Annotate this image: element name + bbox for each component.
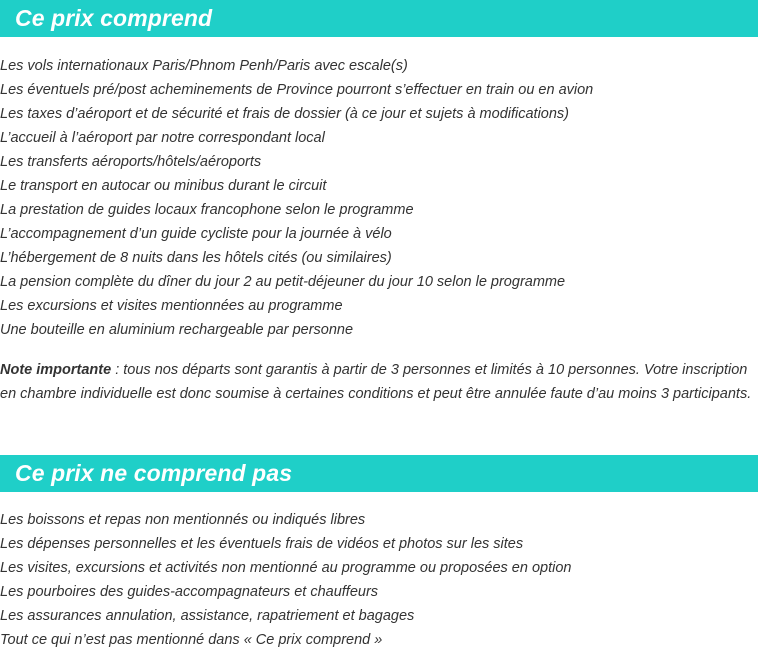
includes-item: Les excursions et visites mentionnées au programme: [0, 298, 343, 314]
excludes-item: Les dépenses personnelles et les éventuels frais de vidéos et photos sur les sites: [0, 536, 524, 552]
excludes-item: Les boissons et repas non mentionnés ou indiqués libres: [0, 512, 366, 528]
includes-item: La pension complète du dîner du jour 2 au petit-déjeuner du jour 10 selon le programme: [0, 274, 566, 290]
includes-item: L’accompagnement d’un guide cycliste pour la journée à vélo: [0, 226, 392, 242]
includes-list: [0, 54, 758, 342]
includes-item: Les éventuels pré/post acheminements de Province pourront s’effectuer en train ou en avion: [0, 82, 594, 98]
includes-header: [0, 0, 758, 37]
includes-title: Ce prix comprend: [15, 5, 213, 31]
includes-item: La prestation de guides locaux francophone selon le programme: [0, 202, 414, 218]
note-label: Note importante: [0, 362, 112, 378]
includes-item: L’accueil à l’aéroport par notre correspondant local: [0, 130, 325, 146]
note-text: : tous nos départs sont garantis à partir de 3 personnes et limités à 10 personnes. Votre inscription en chambre individuelle est donc soumise à certaines conditions et peut être annulée faute d’au moins 3 participants.: [0, 362, 752, 402]
includes-item: Les transferts aéroports/hôtels/aéroports: [0, 154, 262, 170]
includes-item: L’hébergement de 8 nuits dans les hôtels cités (ou similaires): [0, 250, 392, 266]
excludes-item: Les visites, excursions et activités non mentionné au programme ou proposées en option: [0, 560, 572, 576]
excludes-section: [0, 455, 758, 652]
important-note: [0, 358, 758, 406]
includes-item: Le transport en autocar ou minibus durant le circuit: [0, 178, 327, 194]
excludes-item: Les pourboires des guides-accompagnateurs et chauffeurs: [0, 584, 379, 600]
excludes-item: Tout ce qui n’est pas mentionné dans « Ce prix comprend »: [0, 632, 383, 648]
includes-item: Les taxes d’aéroport et de sécurité et frais de dossier (à ce jour et sujets à modifications): [0, 106, 570, 122]
includes-item: Les vols internationaux Paris/Phnom Penh/Paris avec escale(s): [0, 58, 408, 74]
excludes-list: [0, 508, 758, 652]
excludes-title: Ce prix ne comprend pas: [15, 460, 293, 486]
includes-item: Une bouteille en aluminium rechargeable par personne: [0, 322, 354, 338]
excludes-item: Les assurances annulation, assistance, rapatriement et bagages: [0, 608, 415, 624]
excludes-header: [0, 455, 758, 492]
